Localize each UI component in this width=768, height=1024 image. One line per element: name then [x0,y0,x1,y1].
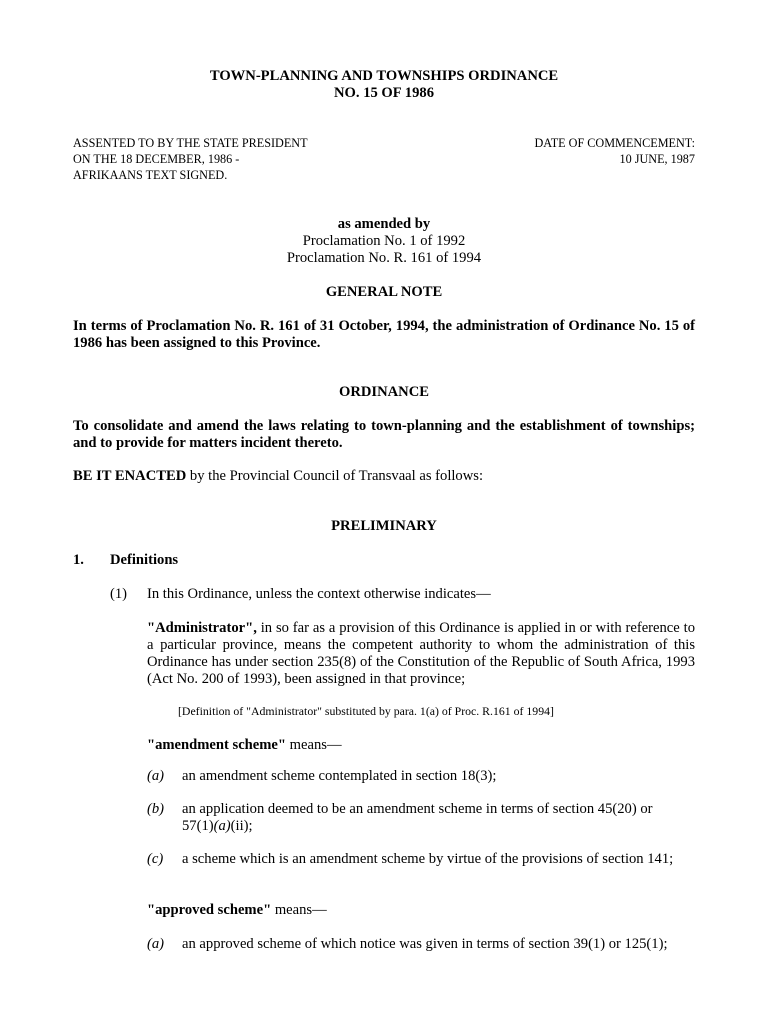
list-item-label: (b) [147,801,165,817]
definition-term: "Administrator", [147,620,257,636]
list-item-text-part: 57(1) [182,818,214,834]
enacting-clause-bold: BE IT ENACTED [73,468,187,484]
enacting-clause [73,468,483,485]
list-item-label: (a) [147,768,165,784]
definition-text: in so far as a provision of this Ordinance is applied in or with reference to a particular province, means the competent authority to whom the administration of this Ordinance has under section 235(8) of the Constitution of the Republic of South Africa, 1993 (Act No. 200 of 1993), been assigned in that province; [147,620,695,687]
commencement-line1: DATE OF COMMENCEMENT: [534,136,695,150]
commencement-line2: 10 JUNE, 1987 [619,152,695,166]
amended-by-item: Proclamation No. 1 of 1992 [302,233,466,249]
ordinance-long-title: To consolidate and amend the laws relating to town-planning and the establishment of townships; and to provide for matters incident thereto. [73,418,695,451]
definition-term: "approved scheme" [147,902,272,918]
list-item-text: a scheme which is an amendment scheme by virtue of the provisions of section 141; [182,851,674,867]
section-title: Definitions [110,552,179,568]
document-title-line2: NO. 15 OF 1986 [334,85,434,101]
assent-line3: AFRIKAANS TEXT SIGNED. [73,168,228,182]
subsection-number: (1) [110,586,128,602]
document-title-line1: TOWN-PLANNING AND TOWNSHIPS ORDINANCE [209,68,559,84]
list-item-text-part: (ii); [230,818,253,834]
list-item-label: (a) [147,936,165,952]
list-item-text [182,801,695,835]
definition-term: "amendment scheme" [147,737,287,753]
ordinance-heading: ORDINANCE [339,384,429,400]
definition-administrator [147,620,695,688]
list-item-label: (c) [147,851,164,867]
section-number: 1. [73,552,84,568]
subsection-text: In this Ordinance, unless the context otherwise indicates— [147,586,491,602]
list-item-text-line: an application deemed to be an amendment scheme in terms of section 45(20) or [182,801,653,817]
definition-text: means— [286,737,342,753]
definition-amendment-scheme [147,737,342,754]
list-item-text-italic: (a) [213,818,231,834]
list-item-text: an amendment scheme contemplated in section 18(3); [182,768,497,784]
list-item-text: an approved scheme of which notice was given in terms of section 39(1) or 125(1); [182,936,668,952]
amendment-note: [Definition of "Administrator" substituted by para. 1(a) of Proc. R.161 of 1994] [178,704,554,718]
definition-text: means— [271,902,327,918]
preliminary-heading: PRELIMINARY [331,518,437,534]
amended-by-item: Proclamation No. R. 161 of 1994 [286,250,482,266]
enacting-clause-rest: by the Provincial Council of Transvaal as follows: [186,468,483,484]
assent-line1: ASSENTED TO BY THE STATE PRESIDENT [73,136,308,150]
definition-approved-scheme [147,902,327,919]
amended-by-heading: as amended by [337,216,431,232]
general-note-heading: GENERAL NOTE [325,284,443,300]
assent-line2: ON THE 18 DECEMBER, 1986 - [73,152,240,166]
general-note-text: In terms of Proclamation No. R. 161 of 31 October, 1994, the administration of Ordinance No. 15 of 1986 has been assigned to this Province. [73,318,695,351]
